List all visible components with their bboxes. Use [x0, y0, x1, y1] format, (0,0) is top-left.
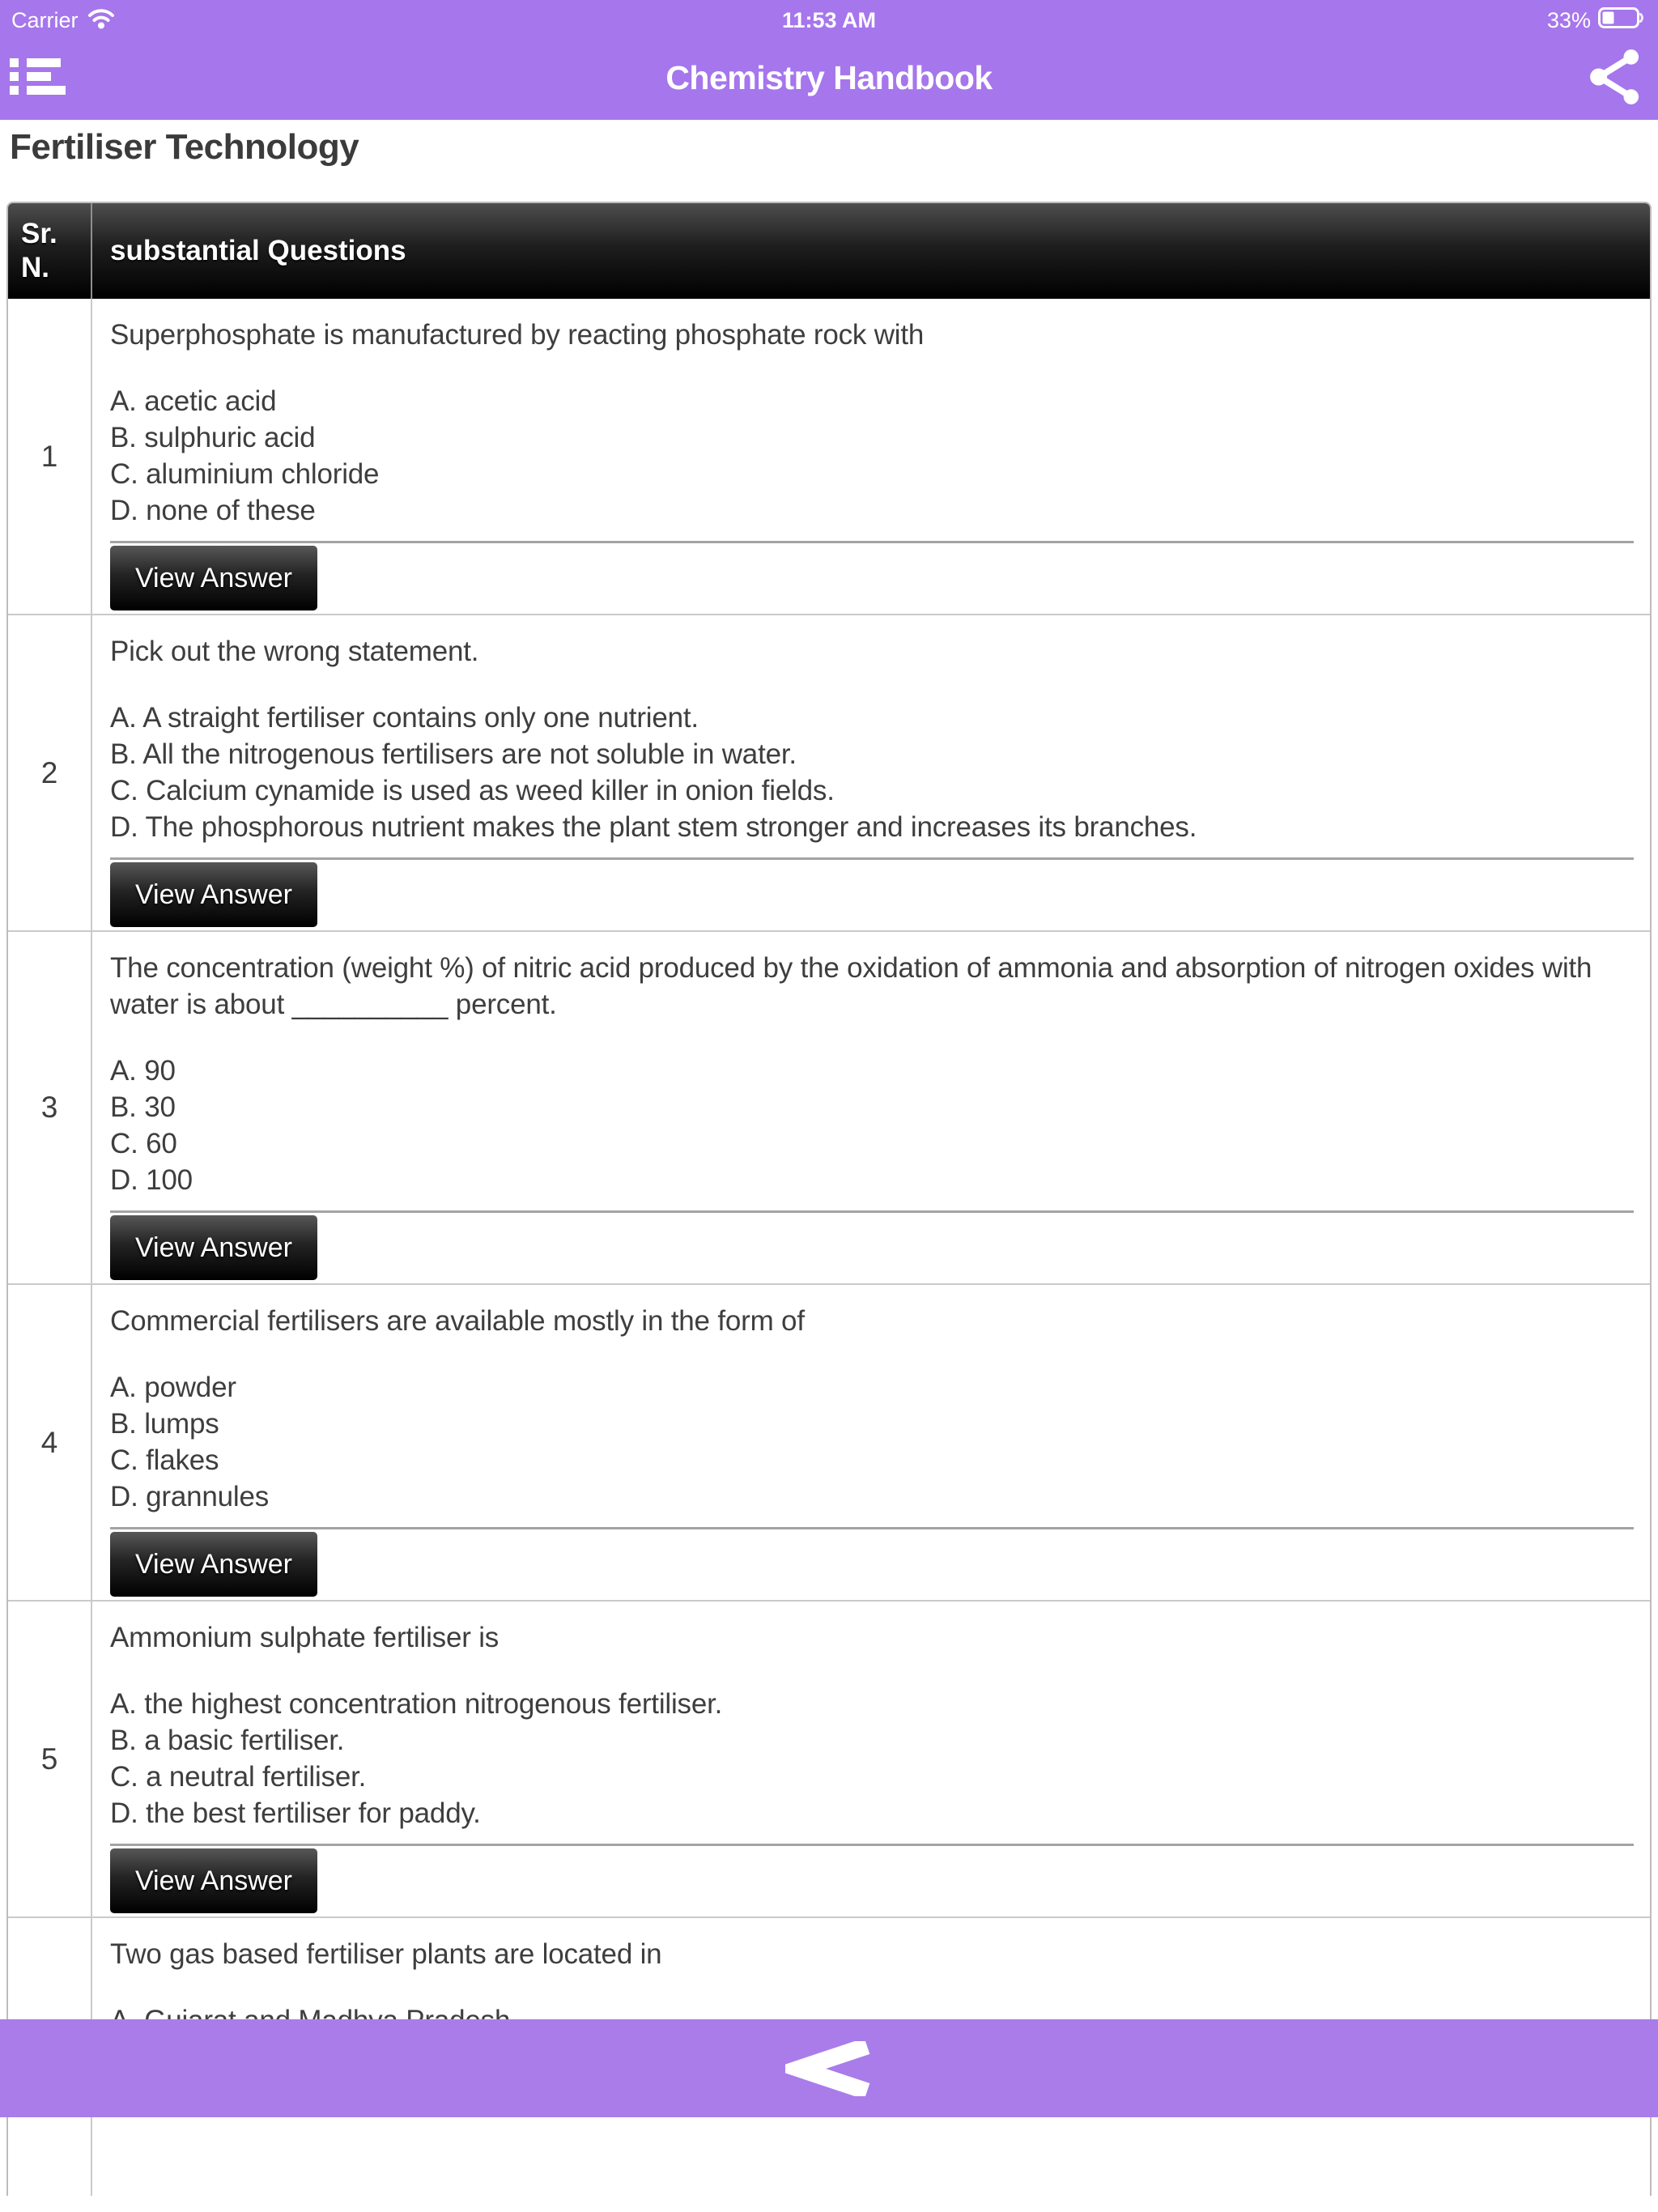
option-item: C. 60	[110, 1128, 177, 1159]
question-text: Two gas based fertiliser plants are located in	[110, 1938, 662, 1970]
option-item: A. A straight fertiliser contains only one nutrient.	[110, 702, 699, 734]
answer-divider	[110, 857, 1634, 860]
row-number: 1	[8, 299, 92, 614]
app-header	[0, 0, 1658, 120]
view-answer-button[interactable]: View Answer	[110, 1215, 317, 1280]
option-item: C. flakes	[110, 1444, 219, 1476]
question-text: Commercial fertilisers are available mostly in the form of	[110, 1305, 805, 1337]
answer-area	[110, 1844, 1634, 1913]
carrier-label: Carrier	[11, 7, 79, 32]
table-row	[8, 1283, 1650, 1600]
question-cell	[92, 615, 1650, 930]
option-item: B. sulphuric acid	[110, 422, 316, 453]
row-number: 3	[8, 932, 92, 1283]
battery-percent-label: 33%	[1546, 7, 1591, 32]
question-cell	[92, 932, 1650, 1283]
option-item: D. 100	[110, 1164, 193, 1196]
questions-table	[6, 202, 1652, 2196]
option-item: A. the highest concentration nitrogenous fertiliser.	[110, 1688, 723, 1720]
table-header-row	[8, 203, 1650, 299]
option-item: C. Calcium cynamide is used as weed killer in onion fields.	[110, 775, 835, 806]
answer-divider	[110, 1844, 1634, 1846]
row-number: 4	[8, 1285, 92, 1600]
option-item: B. All the nitrogenous fertilisers are not soluble in water.	[110, 738, 797, 770]
table-row	[8, 614, 1650, 930]
chevron-left-icon	[785, 2041, 873, 2096]
column-header-srn: Sr. N.	[8, 203, 92, 299]
option-item: B. 30	[110, 1091, 176, 1123]
answer-divider	[110, 1210, 1634, 1213]
option-item: A. acetic acid	[110, 385, 277, 417]
answer-area	[110, 1210, 1634, 1280]
answer-area	[110, 541, 1634, 610]
option-item: A. powder	[110, 1372, 236, 1403]
question-text: The concentration (weight %) of nitric acid produced by the oxidation of ammonia and absorption of nitrogen oxides with water is about __________ percent.	[110, 952, 1592, 1020]
table-row	[8, 1600, 1650, 1916]
battery-icon	[1598, 6, 1645, 35]
menu-button[interactable]	[10, 57, 78, 100]
bottom-bar	[0, 2019, 1658, 2117]
option-item: D. the best fertiliser for paddy.	[110, 1797, 481, 1829]
options-list	[110, 1369, 1634, 1515]
share-button[interactable]	[1588, 48, 1642, 108]
question-text: Ammonium sulphate fertiliser is	[110, 1622, 500, 1653]
back-button[interactable]	[785, 2041, 873, 2096]
options-list	[110, 1686, 1634, 1831]
nav-bar	[0, 36, 1658, 120]
list-menu-icon	[10, 87, 78, 100]
question-text: Pick out the wrong statement.	[110, 636, 479, 667]
option-item: B. a basic fertiliser.	[110, 1725, 345, 1756]
page-title: Chemistry Handbook	[665, 58, 993, 96]
question-cell	[92, 1602, 1650, 1916]
answer-area	[110, 1527, 1634, 1597]
view-answer-button[interactable]: View Answer	[110, 1848, 317, 1913]
section-heading: Fertiliser Technology	[10, 127, 359, 167]
status-time: 11:53 AM	[781, 7, 877, 32]
option-item: D. The phosphorous nutrient makes the plant stem stronger and increases its branches.	[110, 811, 1197, 843]
option-item: D. none of these	[110, 495, 316, 526]
table-row	[8, 930, 1650, 1283]
option-item: D. grannules	[110, 1481, 270, 1512]
options-list	[110, 1053, 1634, 1198]
row-number: 5	[8, 1602, 92, 1916]
options-list	[110, 700, 1634, 845]
option-item: B. lumps	[110, 1408, 219, 1440]
answer-divider	[110, 541, 1634, 543]
option-item: C. a neutral fertiliser.	[110, 1761, 367, 1793]
option-item: C. aluminium chloride	[110, 458, 380, 490]
wifi-icon	[87, 6, 116, 35]
table-row	[8, 299, 1650, 614]
row-number: 2	[8, 615, 92, 930]
share-icon	[1588, 96, 1642, 108]
question-text: Superphosphate is manufactured by reacting phosphate rock with	[110, 319, 925, 351]
answer-area	[110, 857, 1634, 927]
view-answer-button[interactable]: View Answer	[110, 1532, 317, 1597]
question-cell	[92, 1285, 1650, 1600]
column-header-questions: substantial Questions	[110, 235, 406, 266]
status-bar	[0, 0, 1658, 36]
option-item: A. 90	[110, 1055, 176, 1087]
question-cell	[92, 299, 1650, 614]
options-list	[110, 383, 1634, 529]
view-answer-button[interactable]: View Answer	[110, 862, 317, 927]
view-answer-button[interactable]: View Answer	[110, 546, 317, 610]
answer-divider	[110, 1527, 1634, 1529]
